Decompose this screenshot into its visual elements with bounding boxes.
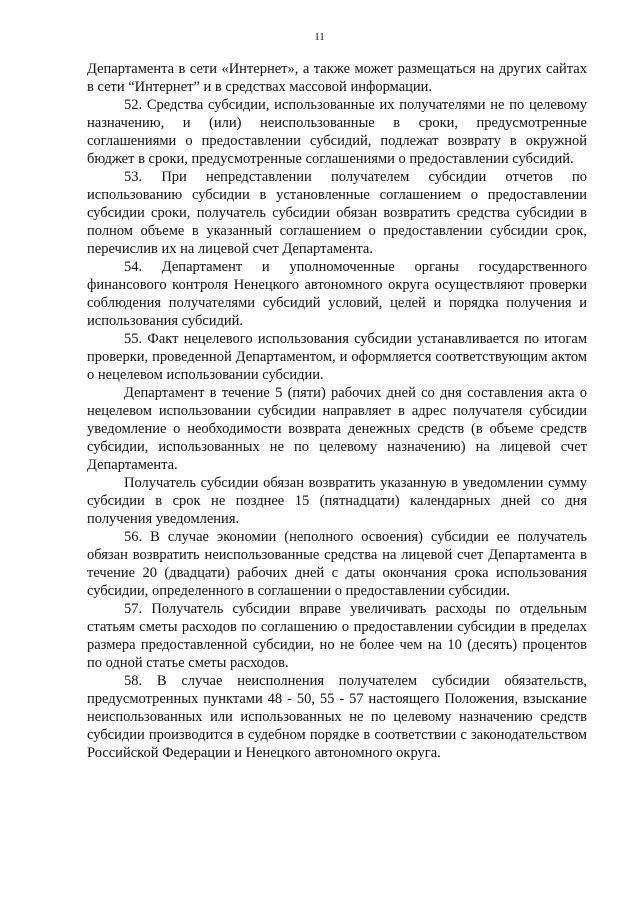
paragraph-continuation: Департамента в сети «Интернет», а также может размещаться на других сайтах в сети “Интернет” и в средствах массовой информации. [87,61,587,95]
page-number: 11 [314,31,325,43]
paragraph-54: 54. Департамент и уполномоченные органы государственного финансового контроля Ненецкого автономного округа осуществляют проверки соблюдения получателями субсидий условий, целей и порядка получения и использования субсидий. [87,259,587,329]
paragraph-58: 58. В случае неисполнения получателем субсидии обязательств, предусмотренных пунктами 48 - 50, 55 - 57 настоящего Положения, взыскание неиспользованных или использованных не по целевому назначению средств субсидии производится в судебном порядке в соответствии с законодательством Российской Федерации и Ненецкого автономного округа. [87,673,587,761]
paragraph-55: 55. Факт нецелевого использования субсидии устанавливается по итогам проверки, проведенной Департаментом, и оформляется соответствующим актом о нецелевом использовании субсидии. [87,331,587,383]
paragraph-53: 53. При непредставлении получателем субсидии отчетов по использованию субсидии в установленные соглашением о предоставлении субсидии сроки, получатель субсидии обязан возвратить средства субсидии в полном объеме в указанный соглашением о предоставлении субсидии срок, перечислив их на лицевой счет Департамента. [87,169,587,257]
paragraph-55-notice: Департамент в течение 5 (пяти) рабочих дней со дня составления акта о нецелевом использовании субсидии направляет в адрес получателя субсидии уведомление о необходимости возврата денежных средств (в объеме средств субсидии, использованных не по целевому назначению) на лицевой счет Департамента. [87,385,587,473]
paragraph-55-repayment: Получатель субсидии обязан возвратить указанную в уведомлении сумму субсидии в срок не позднее 15 (пятнадцати) календарных дней со дня получения уведомления. [87,475,587,527]
paragraph-56: 56. В случае экономии (неполного освоения) субсидии ее получатель обязан возвратить неиспользованные средства на лицевой счет Департамента в течение 20 (двадцати) рабочих дней с даты окончания срока использования субсидии, определенного в соглашении о предоставлении субсидии. [87,529,587,599]
paragraph-57: 57. Получатель субсидии вправе увеличивать расходы по отдельным статьям сметы расходов по соглашению о предоставлении субсидии в пределах размера предоставленной субсидии, но не более чем на 10 (десять) процентов по одной статье сметы расходов. [87,601,587,671]
paragraph-52: 52. Средства субсидии, использованные их получателями не по целевому назначению, и (или) неиспользованные в сроки, предусмотренные соглашениями о предоставлении субсидий, подлежат возврату в окружной бюджет в сроки, предусмотренные соглашениями о предоставлении субсидий. [87,97,587,167]
document-body [87,60,587,762]
